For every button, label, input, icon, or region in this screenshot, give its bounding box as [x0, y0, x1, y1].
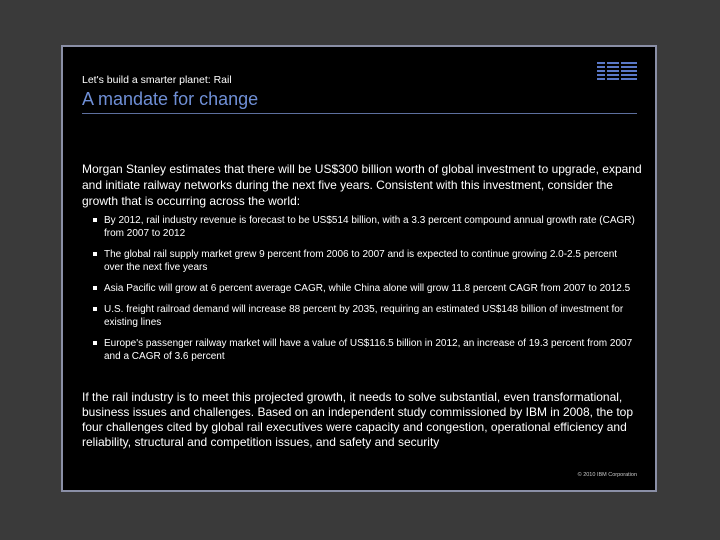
- intro-paragraph: Morgan Stanley estimates that there will be US$300 billion worth of global investment to upgrade, expand and initiate railway networks during the next five years. Consistent with this investment, consider the growth that is occurring across the world:: [82, 162, 642, 208]
- slide-kicker: Let's build a smarter planet: Rail: [82, 74, 232, 86]
- bullet-item: [93, 248, 638, 274]
- bullet-list: [93, 214, 638, 363]
- bullet-item: [93, 214, 638, 240]
- copyright-notice: © 2010 IBM Corporation: [577, 472, 637, 478]
- bullet-icon: [93, 218, 97, 222]
- ibm-logo: [597, 62, 637, 80]
- bullet-item: [93, 282, 638, 295]
- bullet-icon: [93, 252, 97, 256]
- bullet-text: U.S. freight railroad demand will increase 88 percent by 2035, requiring an estimated US$148 billion of investment for existing lines: [104, 304, 624, 328]
- bullet-icon: [93, 286, 97, 290]
- slide-title: A mandate for change: [82, 89, 259, 109]
- bullet-item: [93, 303, 638, 329]
- bullet-item: [93, 337, 638, 363]
- bullet-text: By 2012, rail industry revenue is forecast to be US$514 billion, with a 3.3 percent compound annual growth rate (CAGR) from 2007 to 2012: [104, 215, 635, 239]
- bullet-icon: [93, 341, 97, 345]
- title-divider: [82, 113, 637, 114]
- slide: [61, 45, 657, 492]
- bullet-text: Europe's passenger railway market will have a value of US$116.5 billion in 2012, an increase of 19.3 percent from 2007 and a CAGR of 3.6 percent: [104, 338, 633, 362]
- conclusion-paragraph: If the rail industry is to meet this projected growth, it needs to solve substantial, even transformational, business issues and challenges. Based on an independent study commissioned by IBM in 2008, the top four challenges cited by global rail executives were capacity and congestion, operational efficiency and reliability, structural and competition issues, and safety and security: [82, 390, 634, 449]
- bullet-text: The global rail supply market grew 9 percent from 2006 to 2007 and is expected to continue growing 2.0-2.5 percent over the next five years: [104, 249, 618, 273]
- bullet-text: Asia Pacific will grow at 6 percent average CAGR, while China alone will grow 11.8 percent CAGR from 2007 to 2012.5: [104, 283, 631, 294]
- bullet-icon: [93, 307, 97, 311]
